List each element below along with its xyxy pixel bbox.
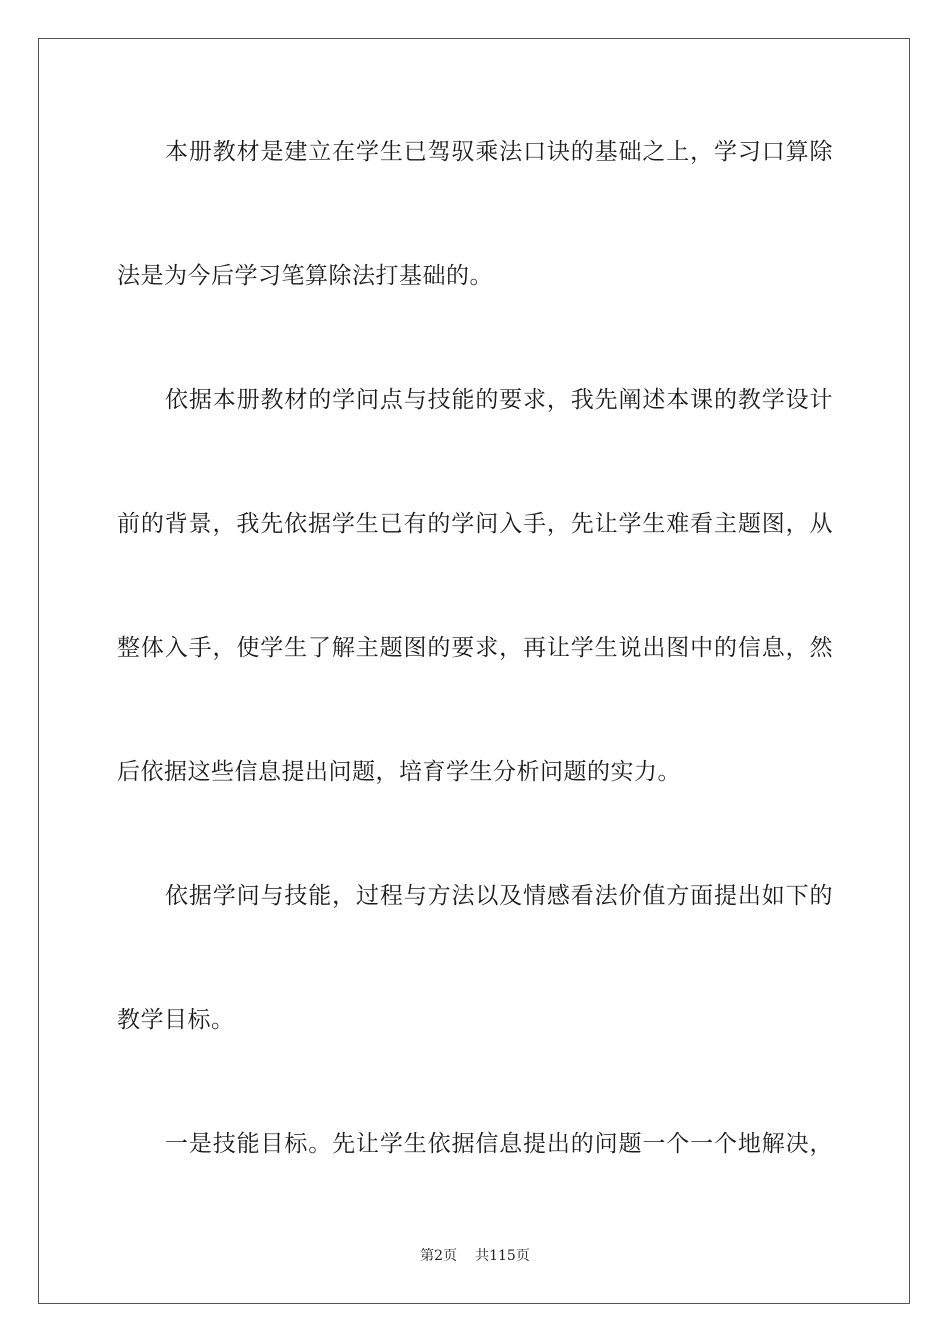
paragraph-3-line-2: 教学目标。 xyxy=(117,1007,235,1033)
paragraph-2-line-1: 依据本册教材的学问点与技能的要求，我先阐述本课的教学设计 xyxy=(165,387,833,413)
paragraph-2-line-3: 整体入手，使学生了解主题图的要求，再让学生说出图中的信息，然 xyxy=(117,635,833,661)
paragraph-1-line-2: 法是为今后学习笔算除法打基础的。 xyxy=(117,263,493,289)
paragraph-3-line-1: 依据学问与技能，过程与方法以及情感看法价值方面提出如下的 xyxy=(165,883,833,909)
paragraph-2-line-4: 后依据这些信息提出问题，培育学生分析问题的实力。 xyxy=(117,759,681,785)
total-pages: 共115页 xyxy=(475,1248,530,1264)
page-number: 第2页 xyxy=(420,1248,458,1264)
paragraph-2-line-2: 前的背景，我先依据学生已有的学问入手，先让学生难看主题图，从 xyxy=(117,511,833,537)
page-border xyxy=(38,38,910,1304)
paragraph-1-line-1: 本册教材是建立在学生已驾驭乘法口诀的基础之上，学习口算除 xyxy=(165,139,833,165)
paragraph-4-line-1: 一是技能目标。先让学生依据信息提出的问题一个一个地解决， xyxy=(165,1131,833,1157)
page-footer xyxy=(0,1247,950,1265)
